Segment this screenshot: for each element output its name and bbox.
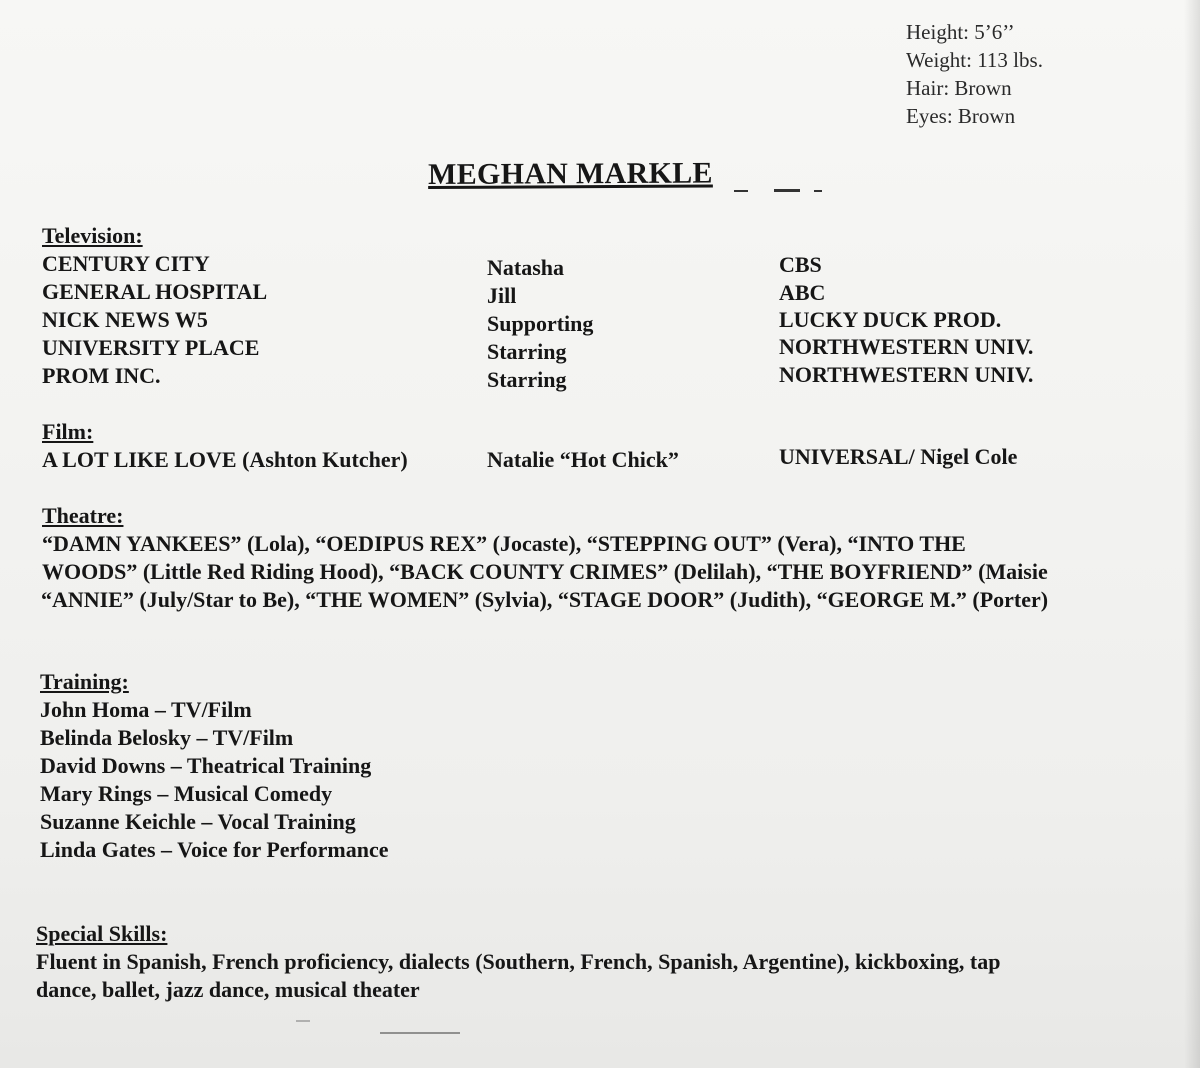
- tv-network: CBS: [779, 252, 822, 277]
- theatre-line: WOODS” (Little Red Riding Hood), “BACK COUNTY CRIMES” (Delilah), “THE BOYFRIEND” (Maisie: [42, 559, 1048, 584]
- list-item: Mary Rings – Musical Comedy: [40, 781, 333, 806]
- tv-title: PROM INC.: [42, 363, 161, 388]
- television-section: [42, 222, 1034, 392]
- list-item: Linda Gates – Voice for Performance: [40, 837, 389, 862]
- skills-line: dance, ballet, jazz dance, musical theater: [36, 977, 420, 1002]
- table-row: [42, 250, 822, 280]
- skills-section: [36, 920, 1000, 1004]
- eyes-stat: Eyes: Brown: [906, 104, 1016, 128]
- tv-network: NORTHWESTERN UNIV.: [779, 362, 1034, 387]
- table-row: [42, 278, 826, 308]
- tv-role: Natasha: [487, 255, 565, 280]
- hair-stat: Hair: Brown: [906, 76, 1012, 100]
- list-item: Belinda Belosky – TV/Film: [40, 725, 294, 750]
- bottom-smudge: [380, 1032, 460, 1034]
- physical-stats: [906, 18, 1043, 130]
- page-edge-shadow: [1184, 0, 1200, 1068]
- film-studio: UNIVERSAL/ Nigel Cole: [779, 444, 1018, 469]
- list-item: Suzanne Keichle – Vocal Training: [40, 809, 356, 834]
- table-row: [42, 306, 1002, 336]
- theatre-section: [42, 502, 1048, 614]
- table-row: [42, 444, 1018, 474]
- television-heading: Television:: [42, 223, 143, 248]
- tv-title: UNIVERSITY PLACE: [42, 335, 260, 360]
- height-stat: Height: 5’6’’: [906, 20, 1015, 44]
- weight-stat: Weight: 113 lbs.: [906, 48, 1043, 72]
- theatre-heading: Theatre:: [42, 503, 124, 528]
- film-role: Natalie “Hot Chick”: [487, 447, 679, 472]
- table-row: [42, 334, 1034, 364]
- tv-title: GENERAL HOSPITAL: [42, 279, 268, 304]
- table-row: [42, 362, 1034, 392]
- tv-title: NICK NEWS W5: [42, 307, 208, 332]
- tv-network: LUCKY DUCK PROD.: [779, 307, 1002, 332]
- tv-role: Supporting: [487, 311, 594, 336]
- bottom-smudge: [296, 1020, 310, 1022]
- title-pen-marks: [730, 190, 825, 196]
- skills-heading: Special Skills:: [36, 921, 168, 946]
- tv-network: NORTHWESTERN UNIV.: [779, 334, 1034, 359]
- training-heading: Training:: [40, 669, 129, 694]
- skills-line: Fluent in Spanish, French proficiency, dialects (Southern, French, Spanish, Argentine), kickboxing, tap: [36, 949, 1001, 974]
- list-item: John Homa – TV/Film: [40, 697, 252, 722]
- theatre-line: “DAMN YANKEES” (Lola), “OEDIPUS REX” (Jocaste), “STEPPING OUT” (Vera), “INTO THE: [42, 531, 966, 556]
- film-title: A LOT LIKE LOVE (Ashton Kutcher): [42, 447, 408, 472]
- film-heading: Film:: [42, 419, 94, 444]
- theatre-line: “ANNIE” (July/Star to Be), “THE WOMEN” (Sylvia), “STAGE DOOR” (Judith), “GEORGE M.” (Porter): [41, 587, 1049, 612]
- tv-role: Starring: [487, 339, 567, 364]
- list-item: David Downs – Theatrical Training: [40, 753, 372, 778]
- tv-role: Jill: [487, 283, 517, 308]
- resume-name: MEGHAN MARKLE: [428, 156, 713, 191]
- tv-network: ABC: [779, 280, 826, 305]
- film-section: [42, 418, 1018, 474]
- tv-title: CENTURY CITY: [42, 251, 210, 276]
- training-section: [40, 668, 388, 864]
- tv-role: Starring: [487, 367, 567, 392]
